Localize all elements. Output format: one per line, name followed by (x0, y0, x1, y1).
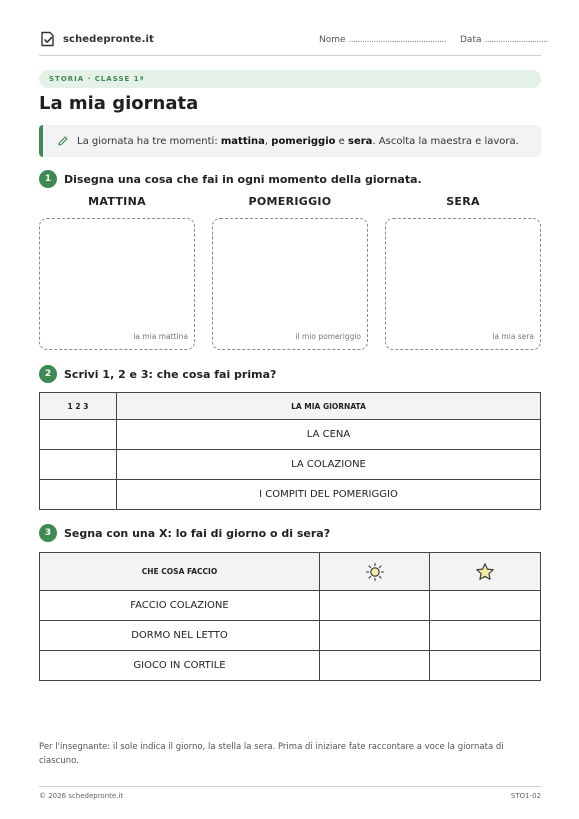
question-number: 2 (39, 365, 57, 383)
question-text: Disegna una cosa che fai in ogni momento della giornata. (64, 172, 422, 186)
page-footer (39, 786, 541, 800)
activity-cell: I COMPITI DEL POMERIGGIO (117, 480, 541, 510)
drawing-box-afternoon[interactable] (212, 218, 368, 350)
drawing-box-caption: la mia mattina (133, 332, 188, 341)
night-check-cell[interactable] (430, 651, 541, 681)
question-2 (39, 365, 276, 383)
ordering-table (39, 392, 541, 510)
name-label: Nome (319, 35, 346, 45)
table-header-activity: CHE COSA FACCIO (40, 553, 320, 591)
date-field[interactable] (460, 35, 548, 45)
column-label-afternoon: POMERIGGIO (248, 195, 332, 208)
copyright: © 2026 schedepronte.it (39, 792, 124, 800)
column-label-morning: MATTINA (88, 195, 146, 208)
intro-text: La giornata ha tre momenti: mattina, pomeriggio e sera. Ascolta la maestra e lavora. (77, 135, 519, 147)
table-row (40, 480, 541, 510)
question-number: 1 (39, 170, 57, 188)
night-check-cell[interactable] (430, 591, 541, 621)
page-title: La mia giornata (39, 93, 199, 114)
pencil-icon (57, 135, 69, 147)
question-3 (39, 524, 330, 542)
table-header-day (320, 553, 430, 591)
day-check-cell[interactable] (320, 651, 430, 681)
column-label-evening: SERA (446, 195, 480, 208)
brand (39, 30, 154, 48)
checklist-logo-icon (39, 30, 57, 48)
date-label: Data (460, 35, 482, 45)
sun-icon (365, 562, 385, 582)
table-row (40, 591, 541, 621)
page-header (39, 30, 548, 56)
day-check-cell[interactable] (320, 591, 430, 621)
order-input-cell[interactable] (40, 420, 117, 450)
drawing-box-evening[interactable] (385, 218, 541, 350)
table-row (40, 450, 541, 480)
worksheet-code: STO1-02 (510, 792, 541, 800)
table-header-row (40, 393, 541, 420)
table-header-row (40, 553, 541, 591)
activity-cell: DORMO NEL LETTO (40, 621, 320, 651)
drawing-box-morning[interactable] (39, 218, 195, 350)
table-header-day: LA MIA GIORNATA (117, 393, 541, 420)
question-1 (39, 170, 422, 188)
order-input-cell[interactable] (40, 450, 117, 480)
table-row (40, 420, 541, 450)
question-number: 3 (39, 524, 57, 542)
question-text: Scrivi 1, 2 e 3: che cosa fai prima? (64, 367, 277, 381)
night-check-cell[interactable] (430, 621, 541, 651)
order-input-cell[interactable] (40, 480, 117, 510)
intro-note (39, 125, 541, 157)
name-field[interactable] (319, 35, 446, 45)
drawing-box-caption: la mia sera (492, 332, 534, 341)
day-night-table (39, 552, 541, 681)
table-row (40, 621, 541, 651)
drawing-box-caption: il mio pomeriggio (295, 332, 361, 341)
name-line: ........................................... (348, 35, 446, 45)
table-header-night (430, 553, 541, 591)
activity-cell: LA COLAZIONE (117, 450, 541, 480)
question-text: Segna con una X: lo fai di giorno o di sera? (64, 526, 331, 540)
day-check-cell[interactable] (320, 621, 430, 651)
table-row (40, 651, 541, 681)
activity-cell: LA CENA (117, 420, 541, 450)
activity-cell: FACCIO COLAZIONE (40, 591, 320, 621)
teacher-note: Per l'insegnante: il sole indica il giorno, la stella la sera. Prima di iniziare fate raccontare a voce la giornata di ciascuno. (39, 742, 504, 766)
table-header-order: 1 2 3 (40, 393, 117, 420)
date-line: ............................ (484, 35, 548, 45)
star-icon (475, 562, 495, 582)
brand-name: schedepronte.it (63, 33, 154, 45)
activity-cell: GIOCO IN CORTILE (40, 651, 320, 681)
subject-tag: STORIA · CLASSE 1ª (39, 70, 541, 88)
